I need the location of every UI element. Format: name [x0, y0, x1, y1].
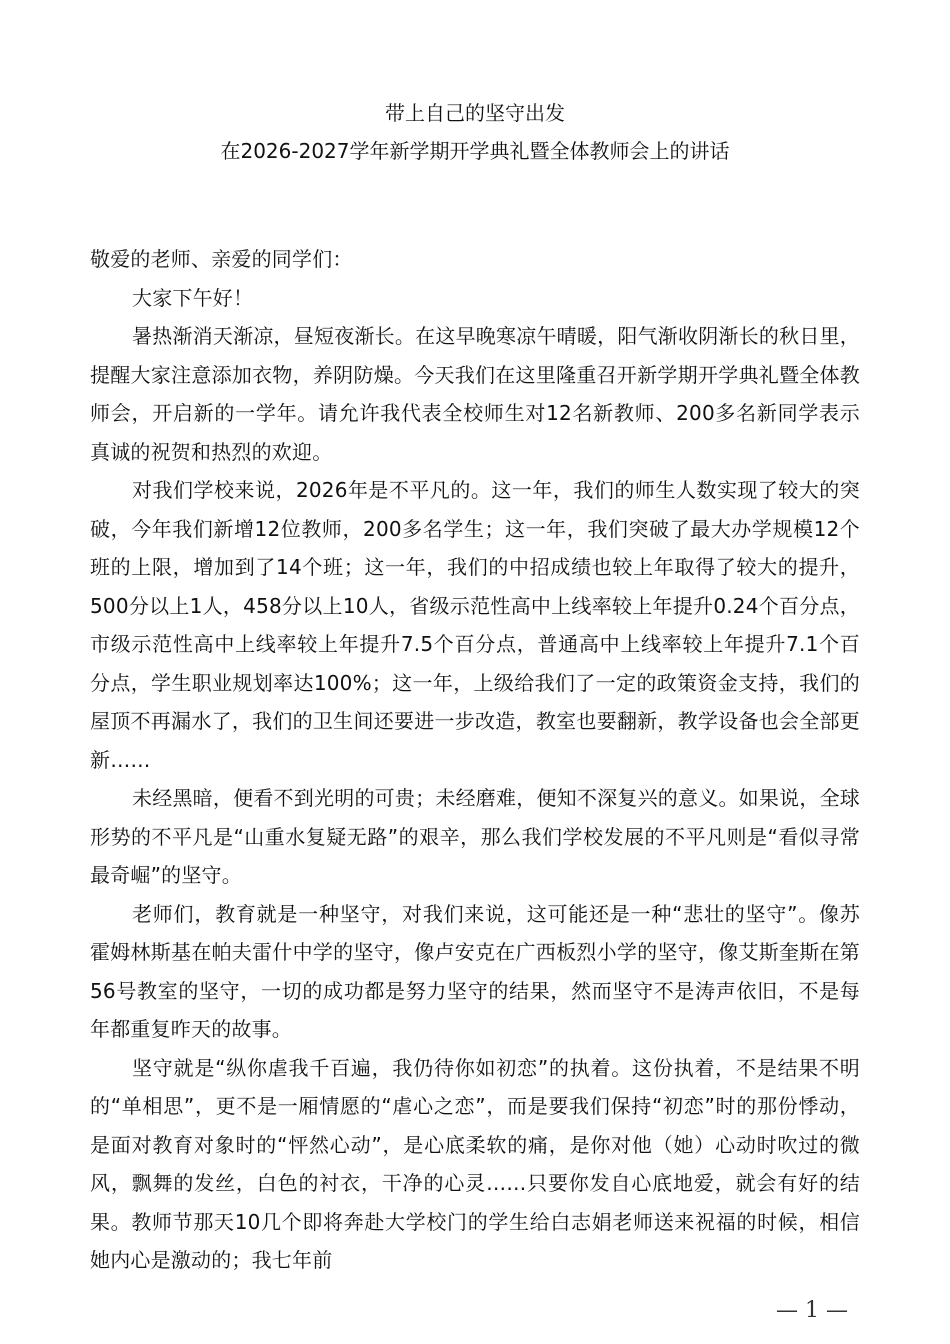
speech-body: [90, 240, 860, 1280]
document-subtitle: 在2026-2027学年新学期开学典礼暨全体教师会上的讲话: [220, 139, 730, 163]
paragraph: 暑热渐消天渐凉，昼短夜渐长。在这早晚寒凉午晴暖，阳气渐收阴渐长的秋日里，提醒大家注意添加衣物，养阴防燥。今天我们在这里隆重召开新学期开学典礼暨全体教师会，开启新的一学年。请允许我代表全校师生对12名新教师、200多名新同学表示真诚的祝贺和热烈的欢迎。: [90, 324, 860, 464]
document-title: 带上自己的坚守出发: [385, 101, 565, 125]
paragraph: 未经黑暗，便看不到光明的可贵；未经磨难，便知不深复兴的意义。如果说，全球形势的不平凡是“山重水复疑无路”的艰辛，那么我们学校发展的不平凡则是“看似寻常最奇崛”的坚守。: [90, 786, 860, 887]
paragraph: 坚守就是“纵你虐我千百遍，我仍待你如初恋”的执着。这份执着，不是结果不明的“单相思”，更不是一厢情愿的“虐心之恋”，而是要我们保持“初恋”时的那份悸动，是面对教育对象时的“怦然心动”，是心底柔软的痛，是你对他（她）心动时吹过的微风，飘舞的发丝，白色的衬衣，干净的心灵……只要你发自心底地爱，就会有好的结果。教师节那天10几个即将奔赴大学校门的学生给白志娟老师送来祝福的时候，相信她内心是激动的；我七年前: [90, 1055, 860, 1272]
salutation: 敬爱的老师、亲爱的同学们：: [90, 247, 353, 271]
page-number: — 1 —: [776, 1298, 848, 1323]
paragraph: 老师们，教育就是一种坚守，对我们来说，这可能还是一种“悲壮的坚守”。像苏霍姆林斯基在帕夫雷什中学的坚守，像卢安克在广西板烈小学的坚守，像艾斯奎斯在第56号教室的坚守，一切的成功都是努力坚守的结果，然而坚守不是涛声依旧，不是每年都重复昨天的故事。: [90, 901, 860, 1041]
paragraph: 大家下午好！: [132, 285, 254, 310]
title-block: [0, 94, 950, 170]
paragraph: 对我们学校来说，2026年是不平凡的。这一年，我们的师生人数实现了较大的突破，今年我们新增12位教师，200多名学生；这一年，我们突破了最大办学规模12个班的上限，增加到了14个班；这一年，我们的中招成绩也较上年取得了较大的提升，500分以上1人，458分以上10人，省级示范性高中上线率较上年提升0.24个百分点，市级示范性高中上线率较上年提升7.5个百分点，普通高中上线率较上年提升7.1个百分点，学生职业规划率达100%；这一年，上级给我们了一定的政策资金支持，我们的屋顶不再漏水了，我们的卫生间还要进一步改造，教室也要翻新，教学设备也会全部更新……: [90, 478, 860, 772]
